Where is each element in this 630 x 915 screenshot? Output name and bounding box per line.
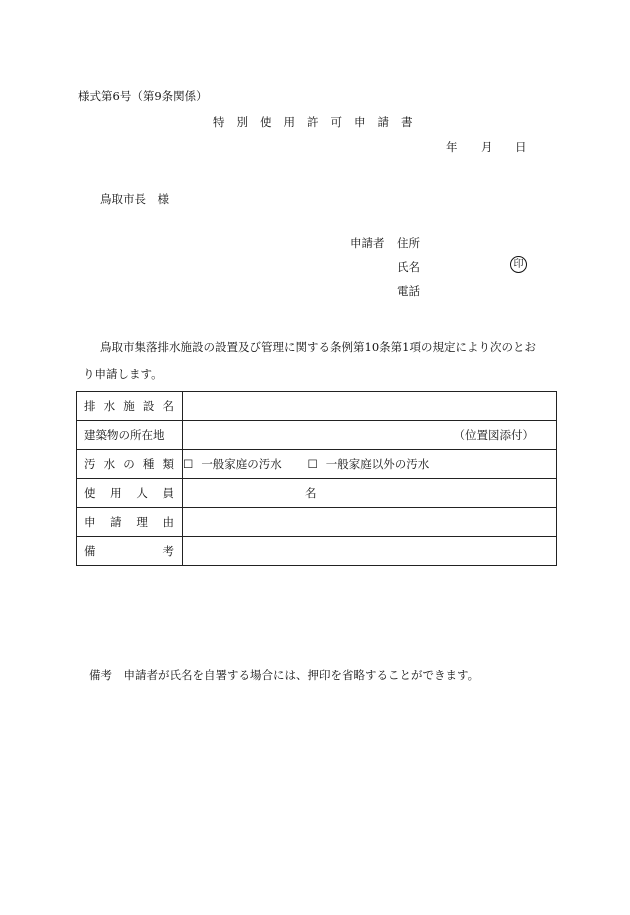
application-table <box>76 391 557 566</box>
non-household-sewage-checkbox[interactable]: ☐ <box>307 457 318 471</box>
household-sewage-checkbox[interactable]: ☐ <box>183 457 194 471</box>
title-char: 使 <box>260 115 272 129</box>
document-title <box>0 114 630 130</box>
applicant-label: 申請者 <box>350 236 385 250</box>
seal-mark: 印 <box>510 256 527 273</box>
table-row <box>77 479 557 508</box>
user-count-field[interactable] <box>183 479 557 508</box>
date-year-label: 年 <box>446 140 458 154</box>
sewage-type-field <box>183 450 557 479</box>
address-label: 住所 <box>397 236 420 250</box>
drainage-facility-field[interactable] <box>183 392 557 421</box>
table-row <box>77 537 557 566</box>
building-location-label: 建築物の所在地 <box>77 421 183 450</box>
non-household-sewage-label: 一般家庭以外の汚水 <box>325 457 430 471</box>
user-count-label: 使 用 人 員 <box>77 479 183 508</box>
location-map-note: （位置図添付） <box>453 428 534 442</box>
remarks-field[interactable] <box>183 537 557 566</box>
title-char: 特 <box>213 115 225 129</box>
title-char: 用 <box>283 115 295 129</box>
building-location-field[interactable] <box>183 421 557 450</box>
date-day-label: 日 <box>515 140 527 154</box>
table-row <box>77 392 557 421</box>
household-sewage-label: 一般家庭の汚水 <box>201 457 282 471</box>
title-char: 許 <box>307 115 319 129</box>
title-char: 可 <box>330 115 342 129</box>
application-reason-label: 申 請 理 由 <box>77 508 183 537</box>
application-reason-field[interactable] <box>183 508 557 537</box>
date-month-label: 月 <box>481 140 493 154</box>
name-label: 氏名 <box>397 260 420 274</box>
title-char: 請 <box>377 115 389 129</box>
footnote: 備考 申請者が氏名を自署する場合には、押印を省略することができます。 <box>89 668 480 682</box>
title-char: 別 <box>236 115 248 129</box>
title-char: 申 <box>354 115 366 129</box>
phone-label: 電話 <box>397 284 420 298</box>
drainage-facility-label: 排 水 施 設 名 <box>77 392 183 421</box>
title-char: 書 <box>401 115 413 129</box>
table-row <box>77 450 557 479</box>
body-text-line2: り申請します。 <box>83 367 163 381</box>
addressee: 鳥取市長 様 <box>100 192 169 206</box>
user-count-unit: 名 <box>305 486 317 500</box>
sewage-type-label: 汚 水 の 種 類 <box>77 450 183 479</box>
remarks-label: 備 考 <box>77 537 183 566</box>
body-text-line1: 鳥取市集落排水施設の設置及び管理に関する条例第10条第1項の規定により次のとお <box>100 340 536 354</box>
table-row <box>77 508 557 537</box>
table-row <box>77 421 557 450</box>
form-number: 様式第6号（第9条関係） <box>78 89 208 103</box>
